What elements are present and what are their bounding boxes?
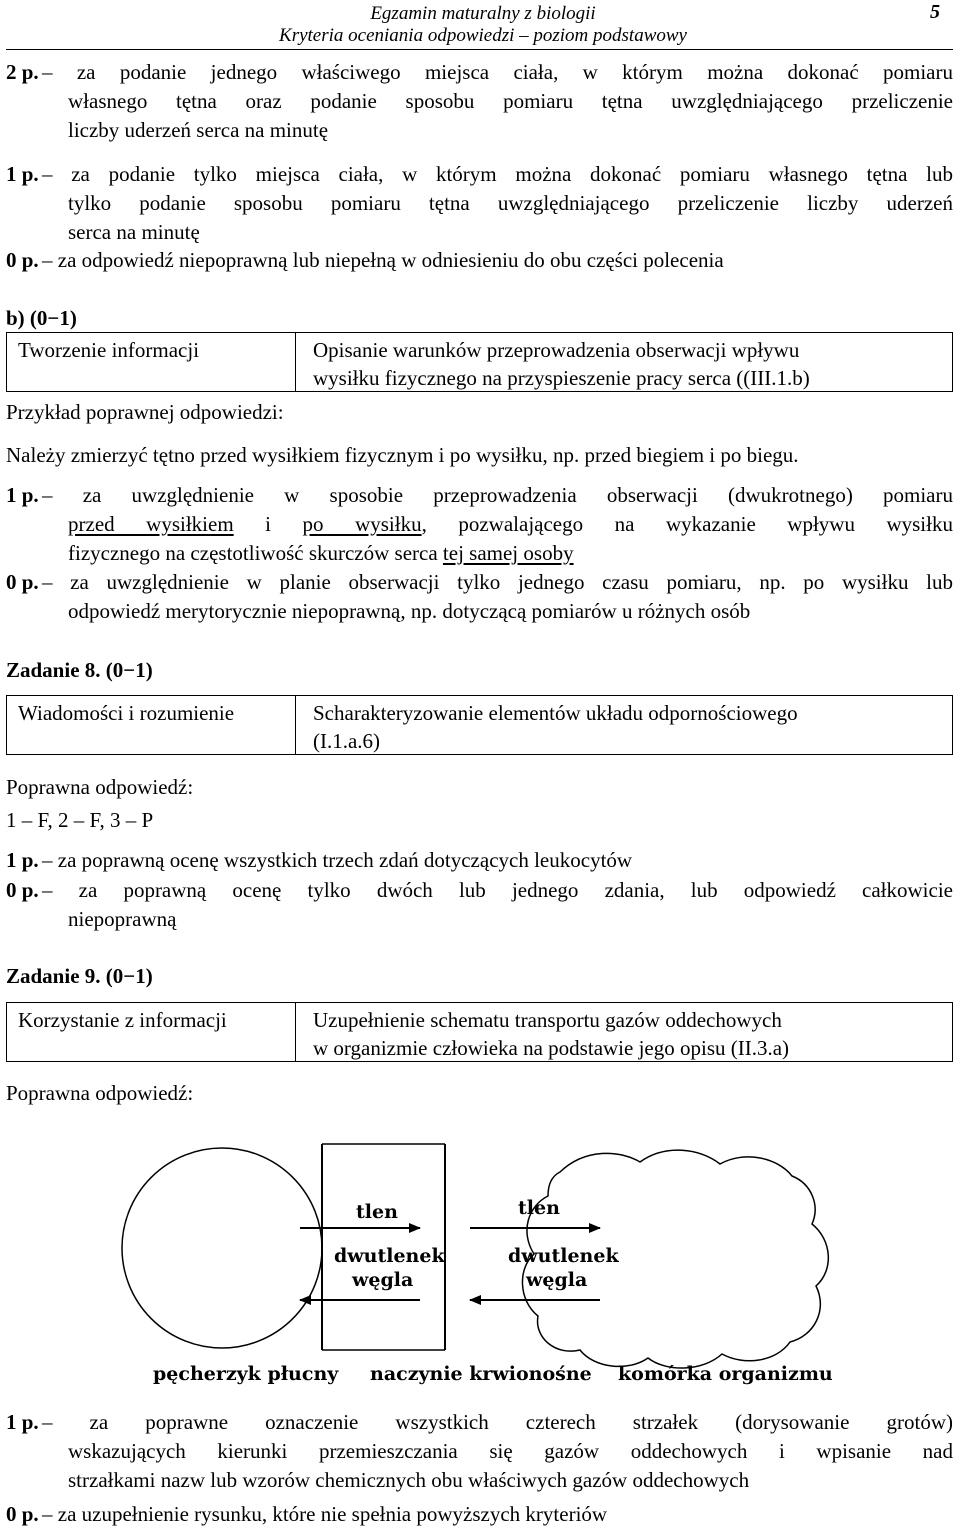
page-header xyxy=(0,0,960,50)
task-8-requirements-table xyxy=(6,695,953,755)
score-line: niepoprawną xyxy=(68,907,177,931)
requirement-line: w organizmie człowieka na podstawie jego opisu (II.3.a) xyxy=(313,1036,790,1060)
score-line: – za uzupełnienie rysunku, które nie spełnia powyższych kryteriów xyxy=(42,1502,608,1526)
score-points: 1 p. xyxy=(6,848,39,872)
header-exam-title: Egzamin maturalny z biologii xyxy=(370,3,596,24)
score-line xyxy=(68,510,953,539)
underlined-phrase: tej samej osoby xyxy=(442,541,574,565)
alveolus-circle xyxy=(122,1148,322,1348)
part-b-label: b) (0−1) xyxy=(6,306,77,330)
score-line: odpowiedź merytorycznie niepoprawną, np. dotyczącą pomiarów u różnych osób xyxy=(68,599,751,623)
score-points: 0 p. xyxy=(6,248,39,272)
requirement-cell xyxy=(313,1006,944,1062)
task-8-title: Zadanie 8. (0−1) xyxy=(6,658,153,682)
score-text xyxy=(42,246,953,275)
category-cell: Korzystanie z informacji xyxy=(7,1003,296,1061)
score-line: serca na minutę xyxy=(68,220,200,244)
score-line: – za poprawną ocenę wszystkich trzech zdań dotyczących leukocytów xyxy=(42,848,633,872)
task-8-score-0p xyxy=(6,876,953,934)
score-text xyxy=(42,846,953,875)
example-answer: Należy zmierzyć tętno przed wysiłkiem fizycznym i po wysiłku, np. przed biegiem i po biegu. xyxy=(6,443,799,467)
score-points: 0 p. xyxy=(6,570,39,594)
left-gas-bottom-label-1: dwutlenek xyxy=(334,1245,445,1267)
requirement-cell xyxy=(313,336,944,392)
header-rule xyxy=(6,49,953,50)
score-points: 1 p. xyxy=(6,483,39,507)
score-line: strzałkami nazw lub wzorów chemicznych obu właściwych gazów oddechowych xyxy=(68,1468,750,1492)
left-gas-top-label: tlen xyxy=(356,1201,398,1223)
score-text xyxy=(42,1500,953,1529)
requirement-cell xyxy=(313,699,944,755)
score-line: – za podanie jednego właściwego miejsca ciała, w którym można dokonać pomiaru xyxy=(42,60,953,84)
category-cell: Tworzenie informacji xyxy=(7,333,296,391)
score-text-fragment: i xyxy=(233,512,303,536)
score-text-fragment: , pozwalającego na wykazanie wpływu wysiłku xyxy=(421,512,953,536)
requirement-line: Opisanie warunków przeprowadzenia obserwacji wpływu xyxy=(313,338,800,362)
score-0p-block xyxy=(6,246,953,275)
score-line xyxy=(68,539,953,568)
label-body-cell: komórka organizmu xyxy=(618,1363,833,1385)
category-cell: Wiadomości i rozumienie xyxy=(7,696,296,754)
gas-transport-svg xyxy=(0,1140,960,1400)
score-line: tylko podanie sposobu pomiaru tętna uwzględniającego przeliczenie liczby uderzeń xyxy=(68,191,953,215)
right-gas-bottom-label-1: dwutlenek xyxy=(508,1245,619,1267)
score-points: 2 p. xyxy=(6,60,39,84)
score-points: 1 p. xyxy=(6,1410,39,1434)
page-number: 5 xyxy=(930,1,940,23)
label-blood-vessel: naczynie krwionośne xyxy=(370,1363,592,1385)
task-9-answer-label: Poprawna odpowiedź: xyxy=(6,1081,194,1105)
score-2p-block xyxy=(6,58,953,145)
left-gas-bottom-label-2: węgla xyxy=(352,1269,414,1291)
score-line: – za podanie tylko miejsca ciała, w którym można dokonać pomiaru własnego tętna lub xyxy=(42,162,953,186)
task-8-answer-label: Poprawna odpowiedź: xyxy=(6,775,194,799)
score-text xyxy=(42,481,953,568)
score-text xyxy=(42,1408,953,1495)
right-gas-bottom-label-2: węgla xyxy=(526,1269,588,1291)
gas-transport-diagram xyxy=(0,1140,960,1400)
example-answer-label: Przykład poprawnej odpowiedzi: xyxy=(6,400,284,424)
score-line: – za odpowiedź niepoprawną lub niepełną w odniesieniu do obu części polecenia xyxy=(42,248,724,272)
part-b-score-1p xyxy=(6,481,953,568)
score-text xyxy=(42,568,953,626)
score-line: własnego tętna oraz podanie sposobu pomiaru tętna uwzględniającego przeliczenie xyxy=(68,89,953,113)
requirement-line: Uzupełnienie schematu transportu gazów oddechowych xyxy=(313,1008,782,1032)
score-text xyxy=(42,876,953,934)
score-line: – za poprawną ocenę tylko dwóch lub jednego zdania, lub odpowiedź całkowicie xyxy=(42,878,953,902)
requirement-line: (I.1.a.6) xyxy=(313,729,381,753)
score-points: 0 p. xyxy=(6,878,39,902)
header-subtitle: Kryteria oceniania odpowiedzi – poziom podstawowy xyxy=(279,25,687,46)
label-alveolus: pęcherzyk płucny xyxy=(153,1363,339,1385)
task-9-title: Zadanie 9. (0−1) xyxy=(6,964,153,988)
underlined-phrase: po wysiłku xyxy=(302,512,422,536)
score-line: – za uwzględnienie w planie obserwacji tylko jednego czasu pomiaru, np. po wysiłku lub xyxy=(42,570,953,594)
right-gas-top-label: tlen xyxy=(518,1197,560,1219)
score-line: – za uwzględnienie w sposobie przeprowadzenia obserwacji (dwukrotnego) pomiaru xyxy=(42,483,953,507)
task-8-score-1p xyxy=(6,846,953,875)
score-line: liczby uderzeń serca na minutę xyxy=(68,118,329,142)
task-9-score-1p xyxy=(6,1408,953,1495)
underlined-phrase: przed wysiłkiem xyxy=(68,512,234,536)
score-line: – za poprawne oznaczenie wszystkich czterech strzałek (dorysowanie grotów) xyxy=(42,1410,953,1434)
score-text xyxy=(42,160,953,247)
score-text xyxy=(42,58,953,145)
requirement-line: Scharakteryzowanie elementów układu odpornościowego xyxy=(313,701,798,725)
requirement-line: wysiłku fizycznego na przyspieszenie pracy serca ((III.1.b) xyxy=(313,366,810,390)
score-line: wskazujących kierunki przemieszczania się gazów oddechowych i wpisanie nad xyxy=(68,1439,953,1463)
part-b-requirements-table xyxy=(6,332,953,392)
part-b-score-0p xyxy=(6,568,953,626)
task-9-requirements-table xyxy=(6,1002,953,1062)
score-text-fragment: fizycznego na częstotliwość skurczów serca xyxy=(68,541,443,565)
task-9-score-0p xyxy=(6,1500,953,1529)
task-8-answer: 1 – F, 2 – F, 3 – P xyxy=(6,808,154,832)
score-points: 0 p. xyxy=(6,1502,39,1526)
score-points: 1 p. xyxy=(6,162,39,186)
score-1p-block xyxy=(6,160,953,247)
